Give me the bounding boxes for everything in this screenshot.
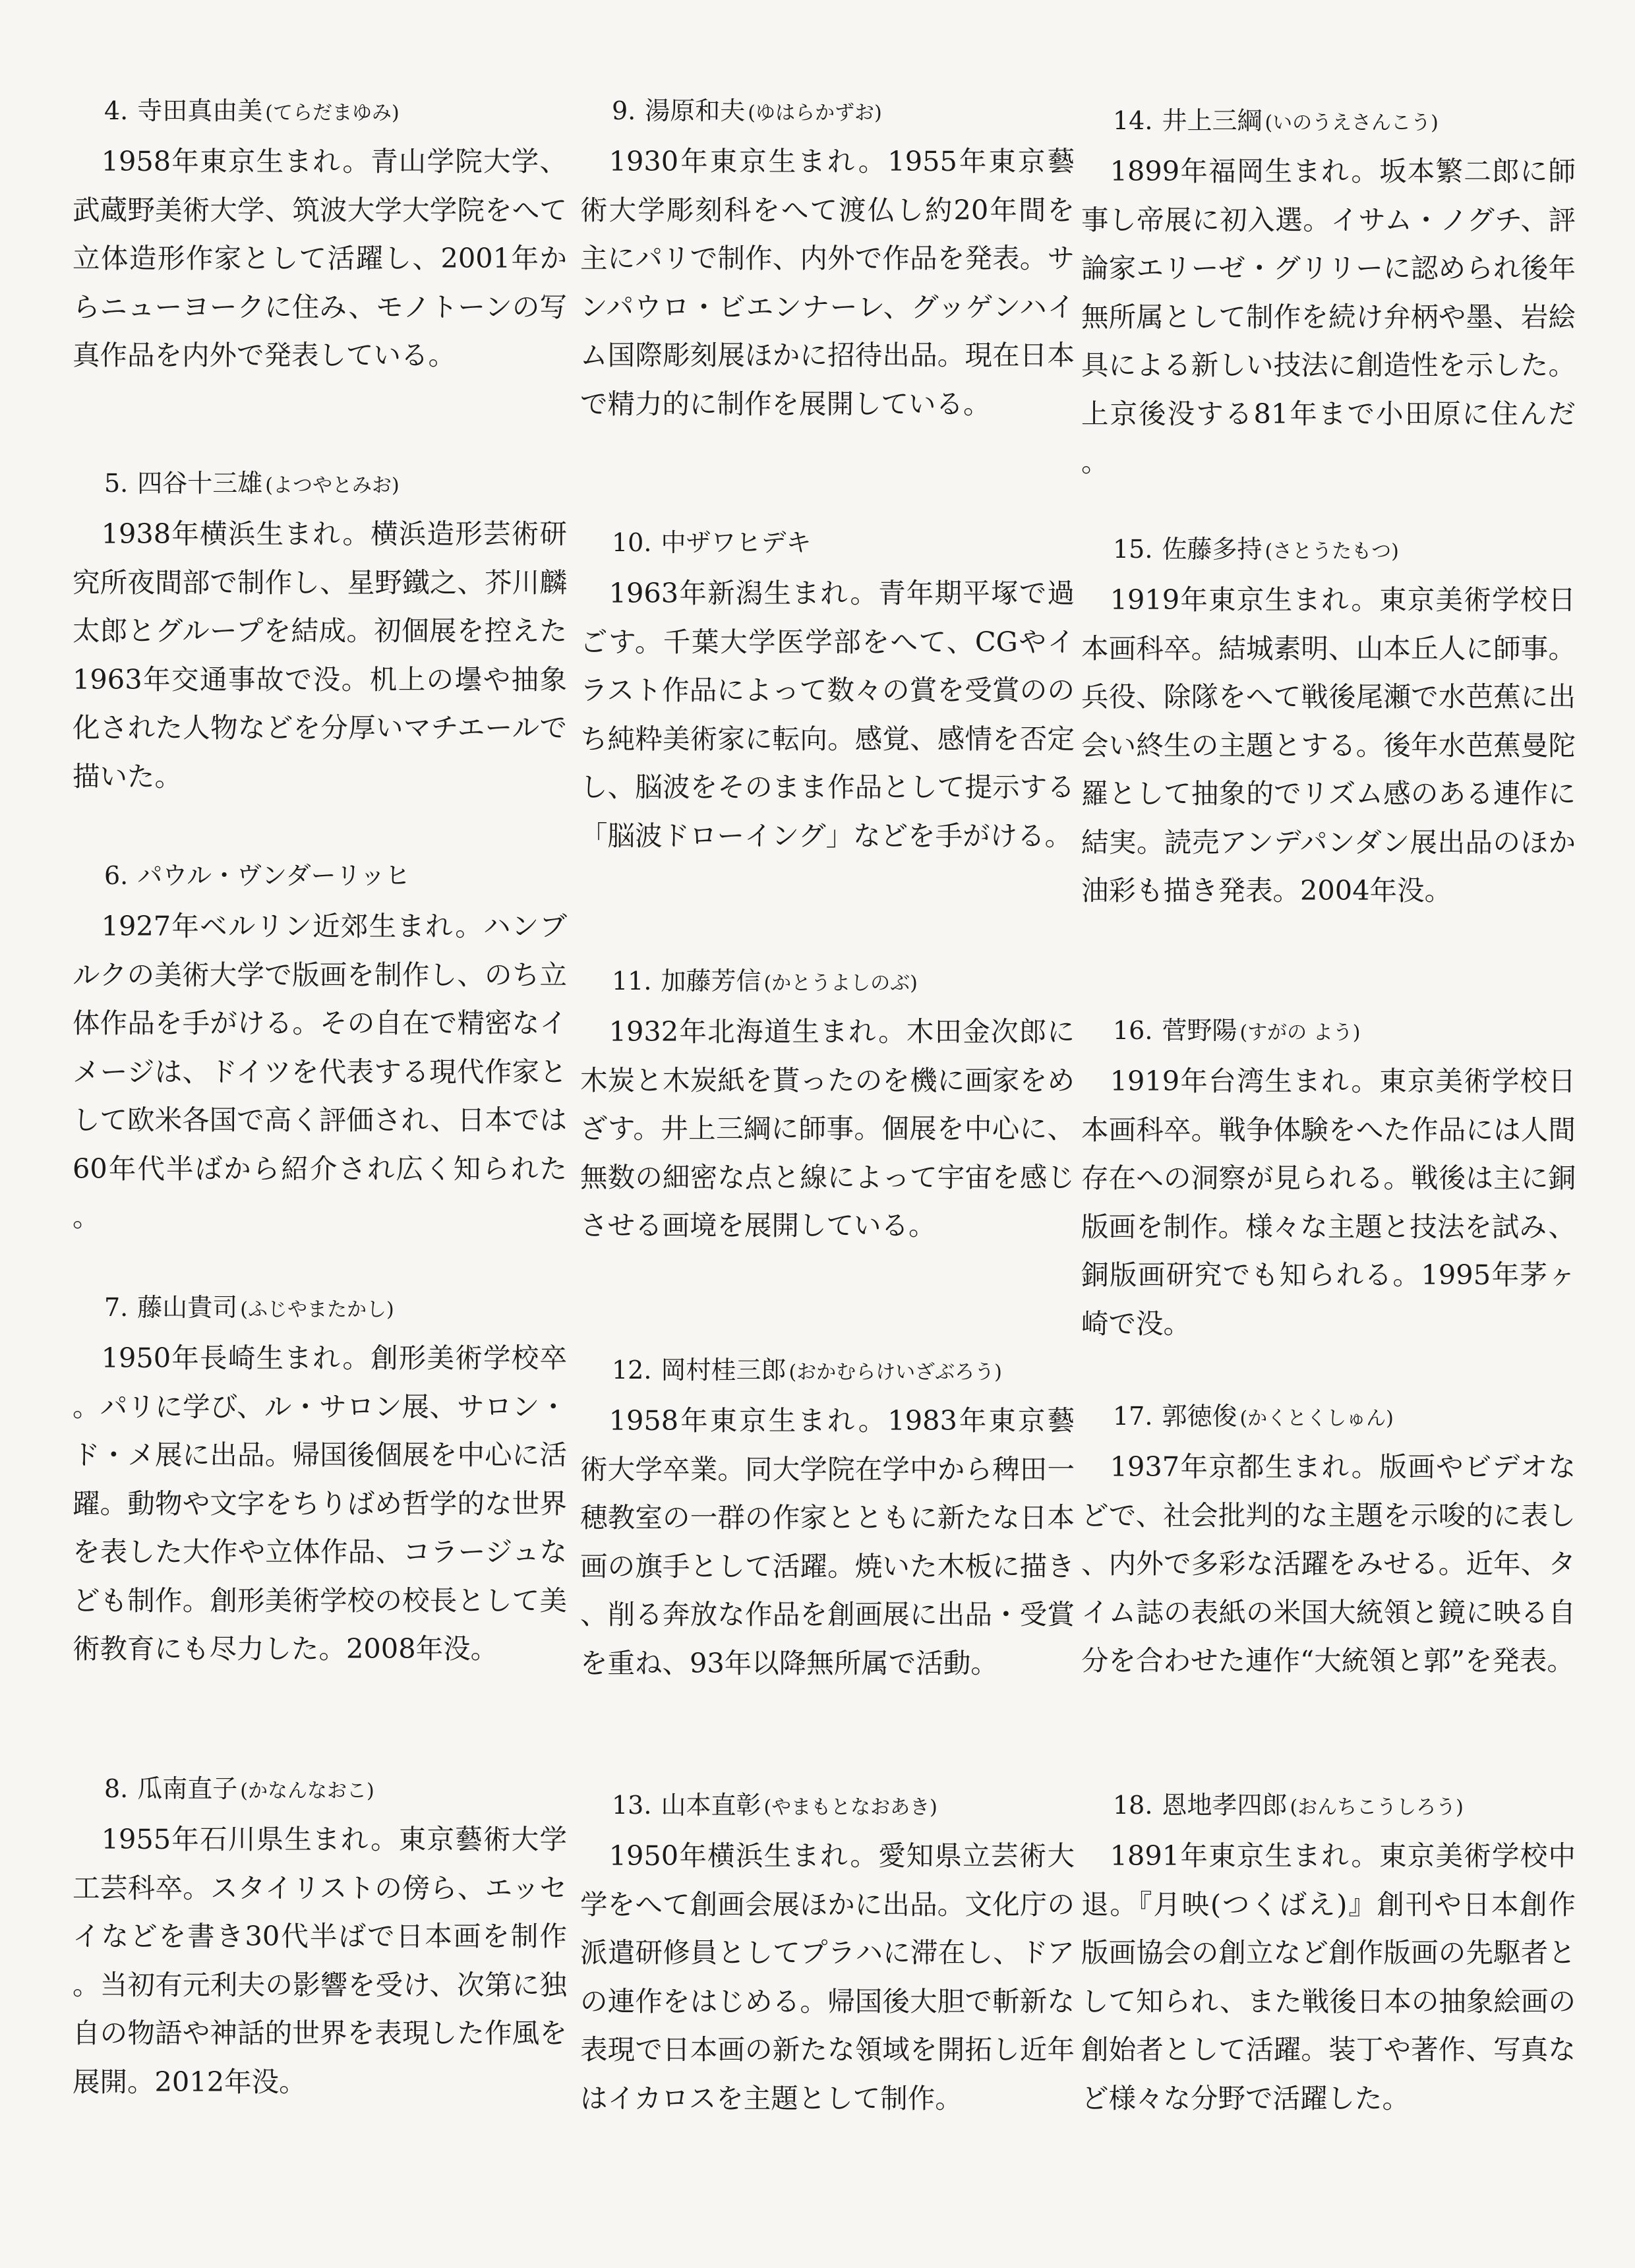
artist-entry-5 xyxy=(73,465,567,800)
artist-entry-7 xyxy=(73,1289,567,1673)
artist-heading xyxy=(73,1289,567,1328)
artist-bio: 1938年横浜生まれ。横浜造形芸術研究所夜間部で制作し、星野鐵之、芥川麟太郎とグループを結成。初個展を控えた1963年交通事故で没。机上の壜や抽象化された人物などを分厚いマチエールで描いた。 xyxy=(73,518,567,792)
artist-name: 菅野陽 xyxy=(1162,1016,1237,1045)
entry-number: 5. xyxy=(104,469,129,498)
artist-name: 加藤芳信 xyxy=(661,967,761,996)
artist-reading: (かとうよしのぶ) xyxy=(763,972,918,995)
artist-bio: 1930年東京生まれ。1955年東京藝術大学彫刻科をへて渡仏し約20年間を主にパリで制作、内外で作品を発表。サンパウロ・ビエンナーレ、グッゲンハイム国際彫刻展ほかに招待出品。現在日本で精力的に制作を展開している。 xyxy=(580,145,1075,420)
artist-name: 佐藤多持 xyxy=(1162,535,1263,564)
artist-entry-16 xyxy=(1081,1012,1576,1348)
artist-reading: (おんちこうしろう) xyxy=(1290,1796,1464,1819)
artist-bio: 1958年東京生まれ。1983年東京藝術大学卒業。同大学院在学中から稗田一穂教室の一群の作家とともに新たな日本画の旗手として活躍。焼いた木板に描き、削る奔放な作品を創画展に出品・受賞を重ね、93年以降無所属で活動。 xyxy=(580,1404,1075,1679)
artist-entry-17 xyxy=(1081,1398,1576,1685)
artist-reading: (いのうえさんこう) xyxy=(1264,111,1439,134)
entry-number: 13. xyxy=(612,1791,652,1820)
artist-bio: 1955年石川県生まれ。東京藝術大学工芸科卒。スタイリストの傍ら、エッセイなどを書き30代半ばで日本画を制作。当初有元利夫の影響を受け、次第に独自の物語や神話的世界を表現した作風を展開。2012年没。 xyxy=(73,1823,567,2098)
artist-reading: (てらだまゆみ) xyxy=(265,102,400,125)
artist-entry-15 xyxy=(1081,531,1576,915)
artist-entry-13 xyxy=(580,1787,1075,2122)
artist-heading xyxy=(1081,1398,1576,1437)
artist-name: 藤山貴司 xyxy=(137,1293,238,1322)
entry-number: 12. xyxy=(612,1356,652,1385)
artist-name: 中ザワヒデキ xyxy=(661,528,812,557)
artist-bio: 1919年東京生まれ。東京美術学校日本画科卒。結城素明、山本丘人に師事。兵役、除隊をへて戦後尾瀬で水芭蕉に出会い終生の主題とする。後年水芭蕉曼陀羅として抽象的でリズム感のある連作に結実。読売アンデパンダン展出品のほか油彩も描き発表。2004年没。 xyxy=(1081,583,1576,907)
entry-number: 10. xyxy=(612,528,652,557)
entry-number: 18. xyxy=(1113,1791,1153,1820)
artist-reading: (おかむらけいざぶろう) xyxy=(788,1361,1002,1384)
artist-heading xyxy=(580,963,1075,1002)
artist-reading: (かなんなおこ) xyxy=(240,1779,374,1803)
artist-bio: 1927年ベルリン近郊生まれ。ハンブルクの美術大学で版画を制作し、のち立体作品を手がける。その自在で精密なイメージは、ドイツを代表する現代作家として欧米各国で高く評価され、日本では60年代半ばから紹介され広く知られた。 xyxy=(73,910,567,1233)
entry-number: 6. xyxy=(104,861,129,890)
artist-heading xyxy=(1081,102,1576,142)
entry-number: 4. xyxy=(104,96,129,125)
artist-heading xyxy=(1081,1787,1576,1826)
artist-heading xyxy=(73,92,567,132)
artist-reading: (さとうたもつ) xyxy=(1264,540,1399,563)
artist-heading xyxy=(1081,531,1576,570)
entry-number: 7. xyxy=(104,1293,129,1322)
artist-name: 郭徳俊 xyxy=(1162,1402,1237,1431)
artist-heading xyxy=(580,1787,1075,1826)
artist-heading xyxy=(580,1352,1075,1391)
artist-name: 恩地孝四郎 xyxy=(1162,1791,1288,1820)
entry-number: 17. xyxy=(1113,1402,1153,1431)
artist-bio: 1958年東京生まれ。青山学院大学、武蔵野美術大学、筑波大学大学院をへて立体造形作家として活躍し、2001年からニューヨークに住み、モノトーンの写真作品を内外で発表している。 xyxy=(73,145,567,371)
artist-bio: 1937年京都生まれ。版画やビデオなどで、社会批判的な主題を示唆的に表し、内外で多彩な活躍をみせる。近年、タイム誌の表紙の米国大統領と鏡に映る自分を合わせた連作“大統領と郭”を発表。 xyxy=(1081,1450,1576,1677)
artist-bio: 1950年横浜生まれ。愛知県立芸術大学をへて創画会展ほかに出品。文化庁の派遣研修員としてプラハに滞在し、ドアの連作をはじめる。帰国後大胆で斬新な表現で日本画の新たな領域を開拓し近年はイカロスを主題として制作。 xyxy=(580,1839,1075,2114)
artist-entry-12 xyxy=(580,1352,1075,1687)
entry-number: 11. xyxy=(612,967,652,996)
artist-name: 四谷十三雄 xyxy=(137,469,263,498)
artist-heading xyxy=(73,1770,567,1810)
artist-heading xyxy=(1081,1012,1576,1052)
artist-heading xyxy=(73,465,567,504)
artist-bio: 1891年東京生まれ。東京美術学校中退。『月映(つくばえ)』創刊や日本創作版画協会の創立など創作版画の先駆者として知られ、また戦後日本の抽象絵画の創始者として活躍。装丁や著作、写真など様々な分野で活躍した。 xyxy=(1081,1839,1576,2114)
artist-name: パウル・ヴンダーリッヒ xyxy=(137,861,411,890)
artist-name: 岡村桂三郎 xyxy=(661,1356,787,1385)
artist-entry-8 xyxy=(73,1770,567,2106)
entry-number: 14. xyxy=(1113,106,1153,135)
artist-entry-9 xyxy=(580,92,1075,428)
artist-entry-11 xyxy=(580,963,1075,1250)
entry-number: 16. xyxy=(1113,1016,1153,1045)
artist-reading: (ゆはらかずお) xyxy=(748,102,882,125)
artist-bio: 1963年新潟生まれ。青年期平塚で過ごす。千葉大学医学部をへて、CGやイラスト作品によって数々の賞を受賞ののち純粋美術家に転向。感覚、感情を否定し、脳波をそのまま作品として提示する「脳波ドローイング」などを手がける。 xyxy=(580,577,1075,852)
artist-entry-6 xyxy=(73,857,567,1241)
entry-number: 15. xyxy=(1113,535,1153,564)
artist-reading: (かくとくしゅん) xyxy=(1239,1407,1394,1430)
artist-entry-10 xyxy=(580,524,1075,860)
artist-bio: 1919年台湾生まれ。東京美術学校日本画科卒。戦争体験をへた作品には人間存在への洞察が見られる。戦後は主に銅版画を制作。様々な主題と技法を試み、銅版画研究でも知られる。1995年茅ヶ崎で没。 xyxy=(1081,1065,1576,1340)
artist-reading: (よつやとみお) xyxy=(265,474,400,497)
artist-bio: 1950年長崎生まれ。創形美術学校卒。パリに学び、ル・サロン展、サロン・ド・メ展に出品。帰国後個展を中心に活躍。動物や文字をちりばめ哲学的な世界を表した大作や立体作品、コラージュなども制作。創形美術学校の校長として美術教育にも尽力した。2008年没。 xyxy=(73,1342,567,1665)
artist-name: 瓜南直子 xyxy=(137,1774,238,1803)
artist-name: 井上三綱 xyxy=(1162,106,1263,135)
artist-heading xyxy=(580,524,1075,564)
artist-reading: (すがの よう) xyxy=(1239,1021,1361,1044)
artist-name: 山本直彰 xyxy=(661,1791,761,1820)
entry-number: 9. xyxy=(612,96,636,125)
artist-entry-14 xyxy=(1081,102,1576,487)
artist-bio: 1899年福岡生まれ。坂本繁二郎に師事し帝展に初入選。イサム・ノグチ、評論家エリーゼ・グリリーに認められ後年無所属として制作を続け弁柄や墨、岩絵具による新しい技法に創造性を示した。上京後没する81年まで小田原に住んだ。 xyxy=(1081,155,1576,478)
artist-bio: 1932年北海道生まれ。木田金次郎に木炭と木炭紙を貰ったのを機に画家をめざす。井上三綱に師事。個展を中心に、無数の細密な点と線によって宇宙を感じさせる画境を展開している。 xyxy=(580,1015,1075,1241)
artist-entry-18 xyxy=(1081,1787,1576,2122)
artist-reading: (やまもとなおあき) xyxy=(763,1796,937,1819)
artist-entry-4 xyxy=(73,92,567,380)
artist-heading xyxy=(580,92,1075,132)
artist-reading: (ふじやまたかし) xyxy=(240,1298,394,1321)
artist-name: 寺田真由美 xyxy=(137,96,263,125)
artist-name: 湯原和夫 xyxy=(645,96,746,125)
artist-heading xyxy=(73,857,567,897)
entry-number: 8. xyxy=(104,1774,129,1803)
